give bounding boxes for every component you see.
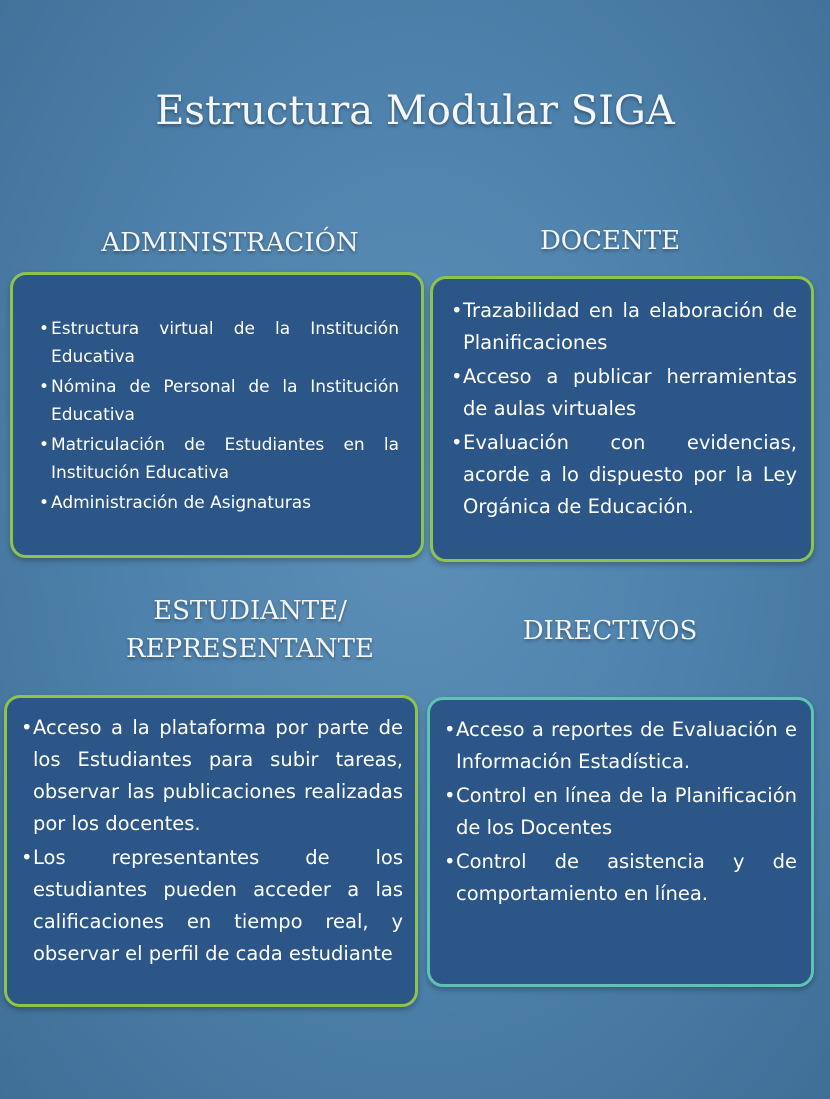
box-administracion bbox=[10, 272, 424, 558]
list-item: • Estructura virtual de la Institución Educativa bbox=[39, 315, 399, 371]
list-item: • Acceso a publicar herramientas de aulas virtuales bbox=[451, 361, 797, 425]
list-administracion bbox=[39, 315, 399, 517]
list-item: • Nómina de Personal de la Institución Educativa bbox=[39, 373, 399, 429]
heading-directivos: DIRECTIVOS bbox=[522, 616, 698, 646]
heading-estudiante bbox=[60, 592, 440, 668]
heading-administracion: ADMINISTRACIÓN bbox=[101, 228, 359, 258]
list-item: • Trazabilidad en la elaboración de Planificaciones bbox=[451, 295, 797, 359]
list-item: • Los representantes de los estudiantes pueden acceder a las calificaciones en tiempo real, y observar el perfil de cada estudiante bbox=[21, 842, 403, 970]
box-estudiante bbox=[4, 695, 418, 1007]
list-item: • Administración de Asignaturas bbox=[39, 489, 399, 517]
list-item: • Acceso a la plataforma por parte de los Estudiantes para subir tareas, observar las publicaciones realizadas por los docentes. bbox=[21, 712, 403, 840]
heading-docente: DOCENTE bbox=[539, 226, 681, 256]
list-item: • Matriculación de Estudiantes en la Institución Educativa bbox=[39, 431, 399, 487]
list-item: • Control en línea de la Planificación de los Docentes bbox=[444, 780, 797, 844]
list-item: • Acceso a reportes de Evaluación e Información Estadística. bbox=[444, 714, 797, 778]
list-directivos bbox=[444, 714, 797, 910]
box-directivos bbox=[427, 697, 814, 987]
list-item: • Evaluación con evidencias, acorde a lo dispuesto por la Ley Orgánica de Educación. bbox=[451, 427, 797, 523]
list-item: • Control de asistencia y de comportamiento en línea. bbox=[444, 846, 797, 910]
page-title: Estructura Modular SIGA bbox=[155, 88, 675, 134]
heading-estudiante-line2: REPRESENTANTE bbox=[126, 634, 374, 664]
list-docente bbox=[451, 295, 797, 523]
box-docente bbox=[430, 276, 814, 562]
list-estudiante bbox=[21, 712, 403, 970]
heading-estudiante-line1: ESTUDIANTE/ bbox=[153, 596, 347, 626]
